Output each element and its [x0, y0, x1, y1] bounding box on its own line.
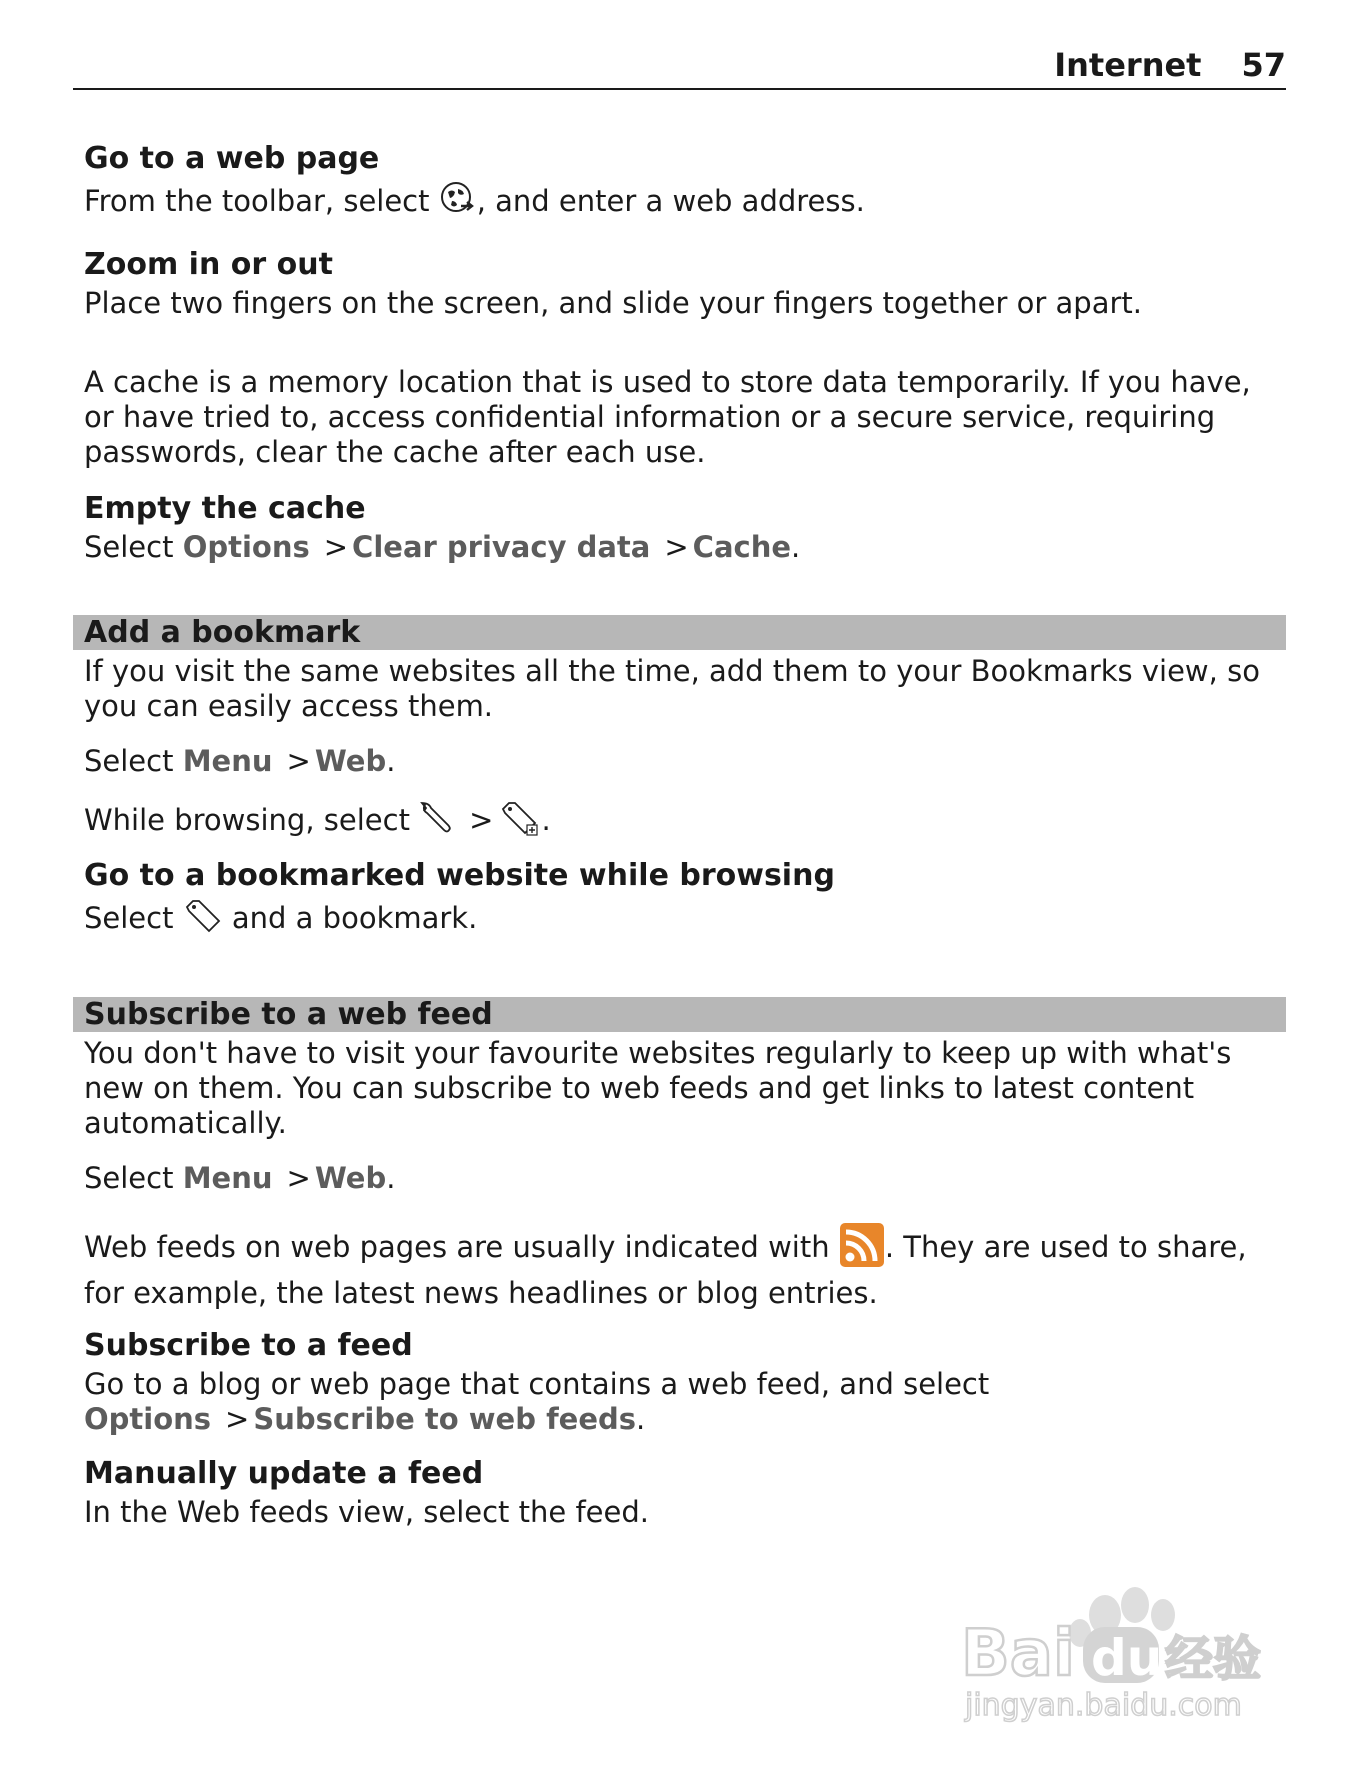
path-clear-privacy-data: Clear privacy data	[352, 530, 651, 564]
path-menu: Menu	[182, 744, 273, 778]
path-options: Options	[84, 1402, 212, 1436]
page-content	[84, 140, 1284, 1530]
path-menu: Menu	[182, 1161, 273, 1195]
baidu-jingyan-watermark	[955, 1575, 1275, 1725]
heading-manual-update: Manually update a feed	[84, 1456, 484, 1491]
path-web: Web	[314, 1161, 387, 1195]
goto-bookmarked-text: Select and a bookmark.	[84, 897, 1284, 943]
manual-update-text: In the Web feeds view, select the feed.	[84, 1495, 649, 1529]
add-bookmark-icon	[497, 799, 541, 845]
heading-go-to-web-page: Go to a web page	[84, 141, 380, 176]
running-header	[73, 44, 1286, 90]
go-to-web-page-text: From the toolbar, select , and enter a web address.	[84, 180, 1284, 226]
subscribe-feed-intro: You don't have to visit your favourite websites regularly to keep up with what's new on them. You can subscribe to web feeds and get links to latest content automatically.	[84, 1036, 1232, 1140]
section-band-subscribe-web-feed: Subscribe to a web feed	[73, 997, 1286, 1032]
empty-cache-instruction: Select Options > Clear privacy data > Cache.	[84, 530, 801, 564]
path-web: Web	[314, 744, 387, 778]
add-bookmark-select: Select Menu > Web.	[84, 744, 396, 778]
subscribe-to-feed-text: Go to a blog or web page that contains a web feed, and select Options > Subscribe to web feeds.	[84, 1367, 990, 1436]
globe-arrow-icon	[439, 180, 477, 226]
add-bookmark-intro: If you visit the same websites all the time, add them to your Bookmarks view, so you can easily access them.	[84, 654, 1260, 723]
watermark-brand: Bai	[961, 1617, 1075, 1691]
watermark-brand-cn: 经验	[1165, 1631, 1262, 1687]
cache-intro-text: A cache is a memory location that is used to store data temporarily. If you have, or have tried to, access confidential information or a secure service, requiring passwords, clear the cache after each use.	[84, 365, 1251, 469]
path-cache: Cache	[692, 530, 792, 564]
heading-empty-cache: Empty the cache	[84, 491, 366, 526]
heading-subscribe-to-feed: Subscribe to a feed	[84, 1328, 413, 1363]
add-bookmark-browsing: While browsing, select > .	[84, 799, 1284, 845]
heading-goto-bookmarked: Go to a bookmarked website while browsing	[84, 858, 835, 893]
watermark-url: jingyan.baidu.com	[965, 1688, 1242, 1723]
path-subscribe-to-web-feeds: Subscribe to web feeds	[253, 1402, 637, 1436]
zoom-text: Place two fingers on the screen, and slide your fingers together or apart.	[84, 286, 1142, 320]
path-options: Options	[182, 530, 310, 564]
web-feeds-indicator-text: Web feeds on web pages are usually indicated with . They are used to share, for example, the latest news headlines or blog entries.	[84, 1222, 1284, 1311]
header-section-title: Internet	[1054, 46, 1202, 84]
page-number: 57	[1241, 46, 1286, 84]
rss-feed-icon	[839, 1222, 885, 1276]
watermark-brand-du: du	[1091, 1629, 1163, 1687]
wrench-icon	[419, 800, 455, 844]
bookmark-icon	[183, 897, 223, 943]
section-band-add-bookmark: Add a bookmark	[73, 615, 1286, 650]
heading-zoom: Zoom in or out	[84, 247, 333, 282]
subscribe-feed-select: Select Menu > Web.	[84, 1161, 396, 1195]
